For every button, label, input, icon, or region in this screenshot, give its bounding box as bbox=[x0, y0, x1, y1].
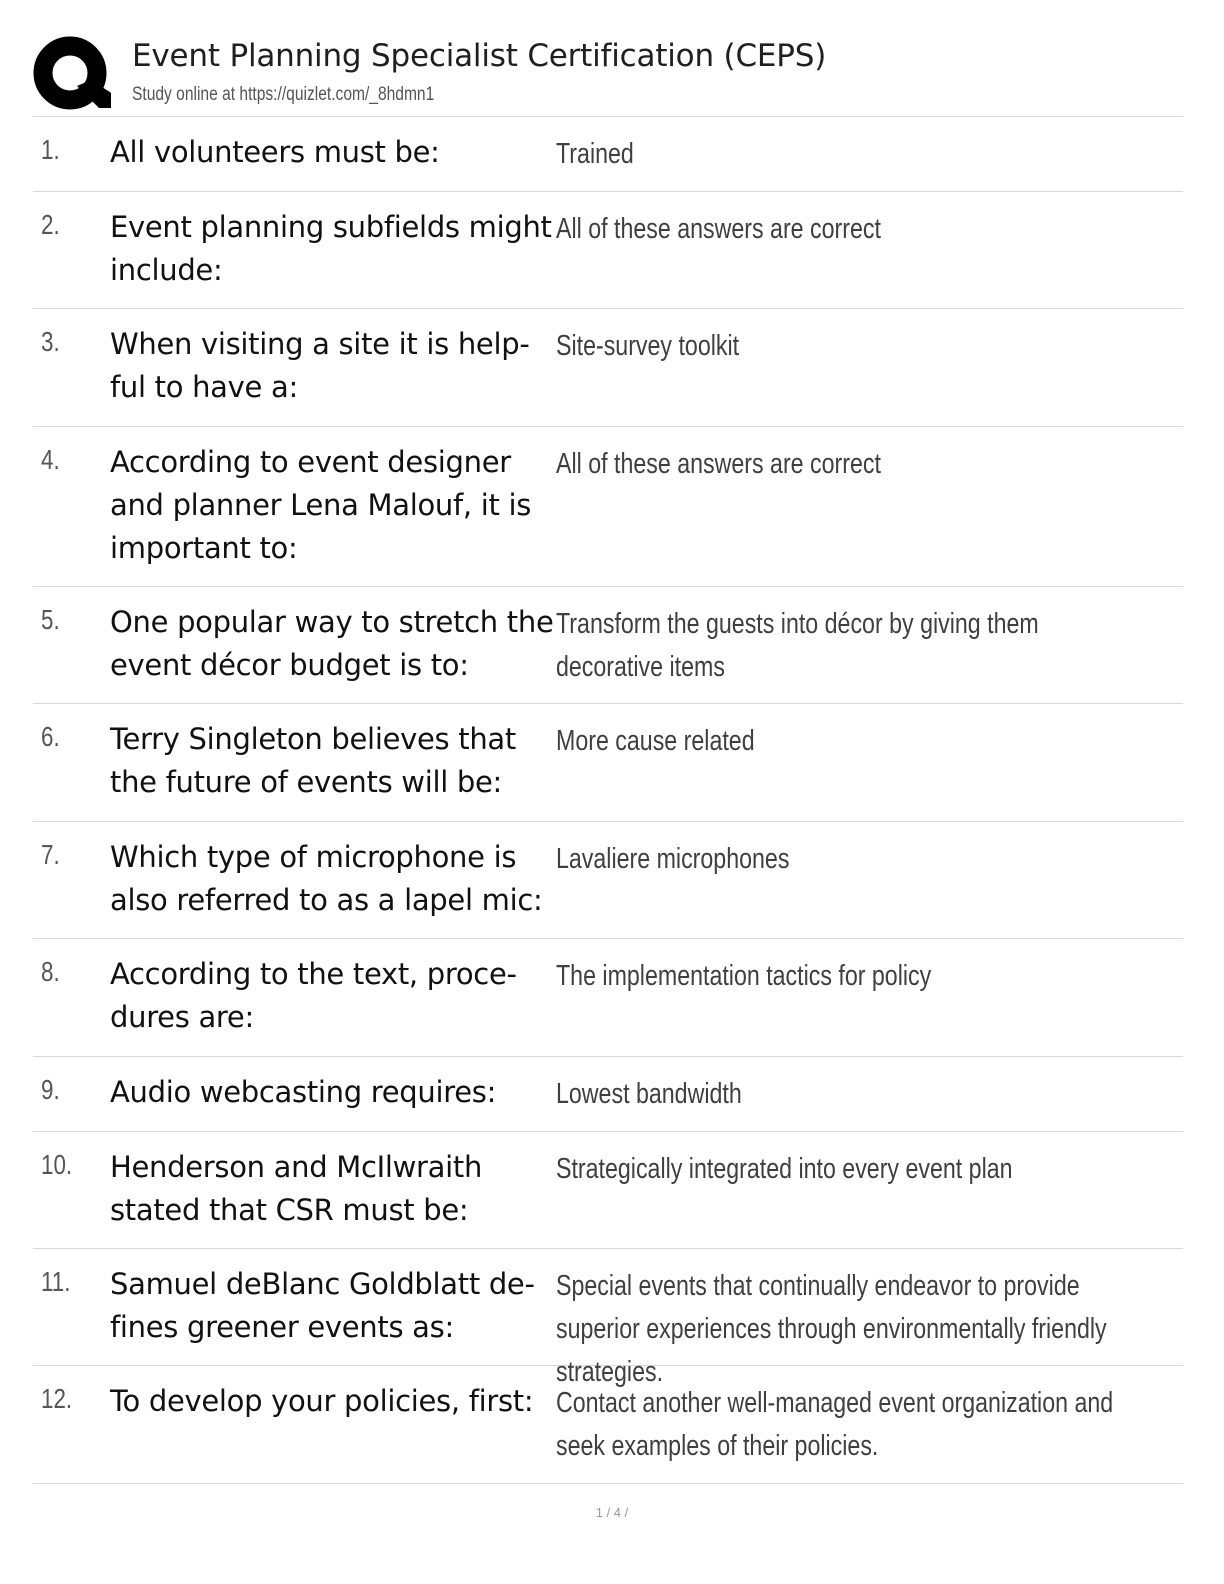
list-item bbox=[33, 427, 1183, 587]
list-item bbox=[33, 117, 1183, 192]
answer-text: All of these answers are correct bbox=[556, 213, 881, 245]
item-number: 1. bbox=[41, 134, 60, 165]
item-number: 9. bbox=[41, 1074, 60, 1105]
item-number: 10. bbox=[41, 1149, 73, 1180]
answer-text: Strategically integrated into every event plan bbox=[556, 1153, 1013, 1185]
item-number: 12. bbox=[41, 1383, 73, 1414]
answer-text: Lavaliere microphones bbox=[556, 843, 790, 875]
answer-text: Lowest bandwidth bbox=[556, 1078, 742, 1110]
list-item bbox=[33, 1132, 1183, 1249]
item-number: 7. bbox=[41, 839, 60, 870]
question-text: One popular way to stretch the event décor budget is to: bbox=[110, 605, 554, 682]
question-text: Which type of microphone is also referred to as a lapel mic: bbox=[110, 840, 543, 917]
question-text: Samuel deBlanc Goldblatt de-fines greener events as: bbox=[110, 1267, 535, 1344]
page-number: 1 / 4 / bbox=[595, 1505, 629, 1520]
answer-text: Trained bbox=[556, 138, 634, 170]
question-text: When visiting a site it is help-ful to have a: bbox=[110, 327, 530, 404]
item-number: 11. bbox=[41, 1266, 71, 1297]
answer-text: Transform the guests into décor by giving them decorative items bbox=[556, 608, 1039, 683]
list-item bbox=[33, 704, 1183, 822]
item-number: 3. bbox=[41, 326, 60, 357]
answer-text: Contact another well-managed event organization and seek examples of their policies. bbox=[556, 1387, 1114, 1462]
answer-text: Special events that continually endeavor to provide superior experiences through environmentally friendly strategies. bbox=[556, 1270, 1107, 1388]
question-text: All volunteers must be: bbox=[110, 135, 440, 169]
question-text: According to event designer and planner Lena Malouf, it is important to: bbox=[110, 445, 532, 565]
question-text: According to the text, proce-dures are: bbox=[110, 957, 517, 1034]
item-number: 5. bbox=[41, 604, 60, 635]
item-number: 8. bbox=[41, 956, 60, 987]
list-item bbox=[33, 1057, 1183, 1132]
page-header bbox=[33, 32, 1183, 112]
item-number: 2. bbox=[41, 209, 60, 240]
question-text: Audio webcasting requires: bbox=[110, 1075, 497, 1109]
question-text: Terry Singleton believes that the future of events will be: bbox=[110, 722, 516, 799]
item-number: 6. bbox=[41, 721, 60, 752]
list-item bbox=[33, 822, 1183, 939]
question-text: Henderson and McIlwraith stated that CSR must be: bbox=[110, 1150, 483, 1227]
list-item bbox=[33, 192, 1183, 309]
flashcard-list bbox=[33, 116, 1183, 1484]
page-title: Event Planning Specialist Certification (CEPS) bbox=[132, 38, 827, 74]
list-item bbox=[33, 1366, 1183, 1484]
quizlet-logo-icon bbox=[33, 36, 111, 114]
list-item bbox=[33, 587, 1183, 704]
question-text: Event planning subfields might include: bbox=[110, 210, 552, 287]
study-link[interactable]: Study online at https://quizlet.com/_8hdmn1 bbox=[132, 84, 435, 105]
question-text: To develop your policies, first: bbox=[110, 1384, 534, 1418]
answer-text: Site-survey toolkit bbox=[556, 330, 740, 362]
list-item bbox=[33, 939, 1183, 1057]
answer-text: The implementation tactics for policy bbox=[556, 960, 932, 992]
answer-text: More cause related bbox=[556, 725, 755, 757]
item-number: 4. bbox=[41, 444, 60, 475]
list-item bbox=[33, 309, 1183, 427]
list-item bbox=[33, 1249, 1183, 1388]
answer-text: All of these answers are correct bbox=[556, 448, 881, 480]
